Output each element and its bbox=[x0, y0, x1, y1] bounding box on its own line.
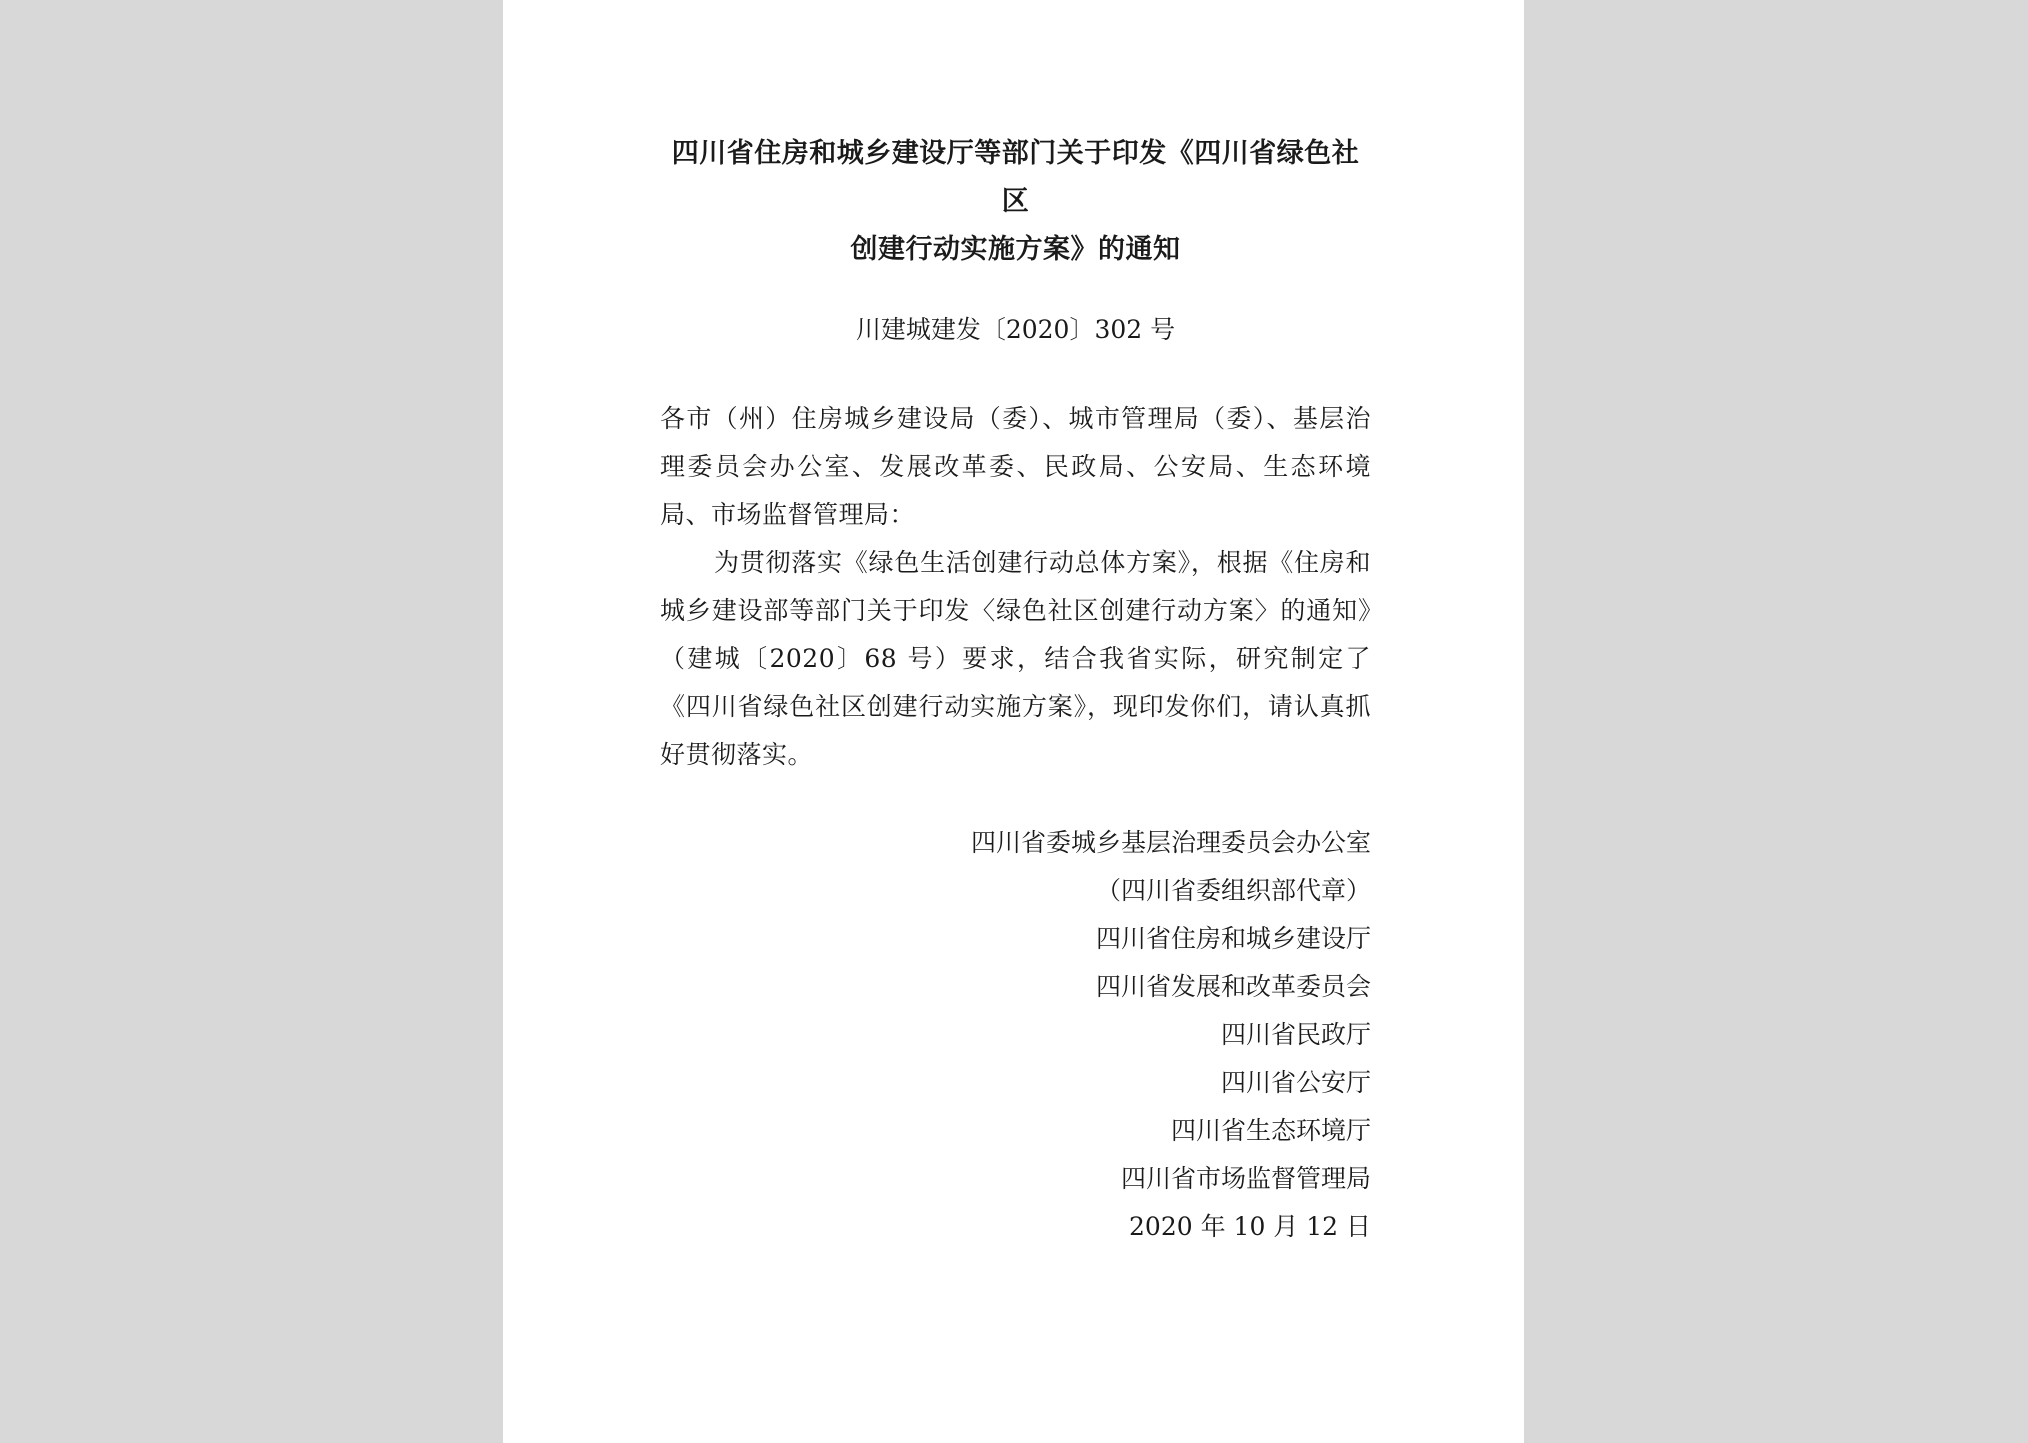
addressee-paragraph: 各市（州）住房城乡建设局（委）、城市管理局（委）、基层治理委员会办公室、发展改革委、民政局、公安局、生态环境局、市场监督管理局： bbox=[660, 404, 1371, 529]
signature-block bbox=[660, 819, 1371, 1251]
signatory: 四川省市场监督管理局 bbox=[1120, 1164, 1371, 1193]
body-paragraph: 为贯彻落实《绿色生活创建行动总体方案》，根据《住房和城乡建设部等部门关于印发〈绿色社区创建行动方案〉的通知》（建城〔2020〕68 号）要求，结合我省实际，研究制定了《四川省绿色社区创建行动实施方案》，现印发你们，请认真抓好贯彻落实。 bbox=[660, 548, 1371, 769]
signatory: （四川省委组织部代章） bbox=[1095, 876, 1371, 905]
title-line-1: 四川省住房和城乡建设厅等部门关于印发《四川省绿色社区 bbox=[671, 138, 1360, 217]
document-page bbox=[503, 0, 1524, 1443]
signatory: 四川省民政厅 bbox=[1220, 1020, 1371, 1049]
document-number: 川建城建发〔2020〕302 号 bbox=[855, 315, 1176, 344]
signatory: 四川省公安厅 bbox=[1220, 1068, 1371, 1097]
issue-date: 2020 年 10 月 12 日 bbox=[1129, 1212, 1371, 1241]
signatory: 四川省委城乡基层治理委员会办公室 bbox=[970, 828, 1371, 857]
signatory: 四川省住房和城乡建设厅 bbox=[1095, 924, 1371, 953]
document-title bbox=[660, 130, 1371, 274]
page-content bbox=[660, 130, 1371, 1251]
signatory: 四川省生态环境厅 bbox=[1170, 1116, 1371, 1145]
title-line-2: 创建行动实施方案》的通知 bbox=[850, 234, 1181, 265]
signatory: 四川省发展和改革委员会 bbox=[1095, 972, 1371, 1001]
